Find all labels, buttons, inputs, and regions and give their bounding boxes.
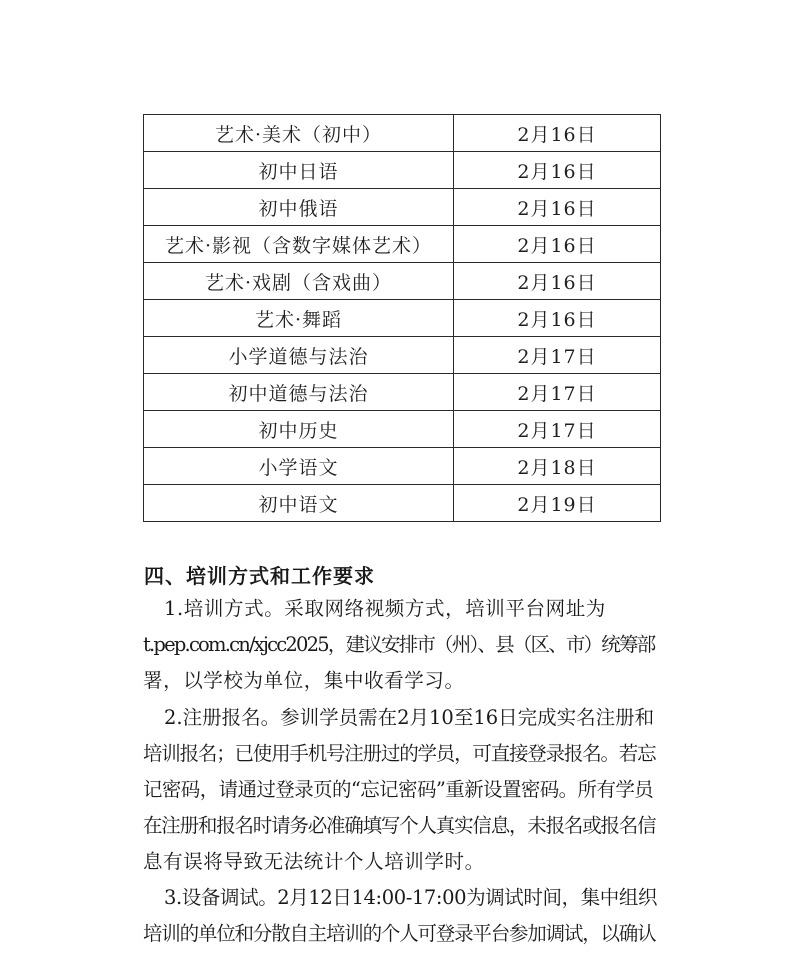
subject-cell: 初中语文 <box>144 485 454 522</box>
paragraph-line: 培训的单位和分散自主培训的个人可登录平台参加调试，以确认 <box>143 922 656 945</box>
table-row <box>144 300 661 337</box>
training-schedule-table <box>143 114 661 522</box>
paragraph-line: 1.培训方式。采取网络视频方式，培训平台网址为 <box>164 597 606 620</box>
date-cell: 2月17日 <box>454 411 661 448</box>
table-row <box>144 485 661 522</box>
date-cell: 2月16日 <box>454 152 661 189</box>
paragraph-line: 培训报名；已使用手机号注册过的学员，可直接登录报名。若忘 <box>143 742 656 765</box>
table-row <box>144 226 661 263</box>
paragraph-line: 在注册和报名时请务必准确填写个人真实信息，未报名或报名信 <box>143 814 656 837</box>
date-cell: 2月19日 <box>454 485 661 522</box>
date-cell: 2月16日 <box>454 300 661 337</box>
subject-cell: 艺术·戏剧（含戏曲） <box>144 263 454 300</box>
table-row <box>144 263 661 300</box>
table-row <box>144 374 661 411</box>
date-cell: 2月17日 <box>454 337 661 374</box>
subject-cell: 初中俄语 <box>144 189 454 226</box>
subject-cell: 初中道德与法治 <box>144 374 454 411</box>
table-row <box>144 337 661 374</box>
subject-cell: 艺术·舞蹈 <box>144 300 454 337</box>
subject-cell: 小学道德与法治 <box>144 337 454 374</box>
subject-cell: 小学语文 <box>144 448 454 485</box>
date-cell: 2月16日 <box>454 189 661 226</box>
date-cell: 2月18日 <box>454 448 661 485</box>
date-cell: 2月16日 <box>454 263 661 300</box>
date-cell: 2月16日 <box>454 226 661 263</box>
date-cell: 2月16日 <box>454 115 661 152</box>
subject-cell: 艺术·影视（含数字媒体艺术） <box>144 226 454 263</box>
subject-cell: 艺术·美术（初中） <box>144 115 454 152</box>
date-cell: 2月17日 <box>454 374 661 411</box>
table-row <box>144 411 661 448</box>
paragraph-line: 记密码，请通过登录页的“忘记密码”重新设置密码。所有学员 <box>143 778 654 801</box>
table-row <box>144 189 661 226</box>
schedule-table-body <box>144 115 661 522</box>
subject-cell: 初中日语 <box>144 152 454 189</box>
paragraph-line: 息有误将导致无法统计个人培训学时。 <box>143 850 485 873</box>
paragraph-line: 2.注册报名。参训学员需在2月10至16日完成实名注册和 <box>164 706 655 729</box>
table-row <box>144 448 661 485</box>
table-row <box>144 152 661 189</box>
paragraph-line: t.pep.com.cn/xjcc2025，建议安排市（州）、县（区、市）统筹部 <box>143 633 655 656</box>
section-heading: 四、培训方式和工作要求 <box>144 564 375 588</box>
paragraph-line: 署，以学校为单位，集中收看学习。 <box>143 669 465 692</box>
subject-cell: 初中历史 <box>144 411 454 448</box>
table-row <box>144 115 661 152</box>
paragraph-line: 3.设备调试。2月12日14:00-17:00为调试时间，集中组织 <box>164 886 658 909</box>
